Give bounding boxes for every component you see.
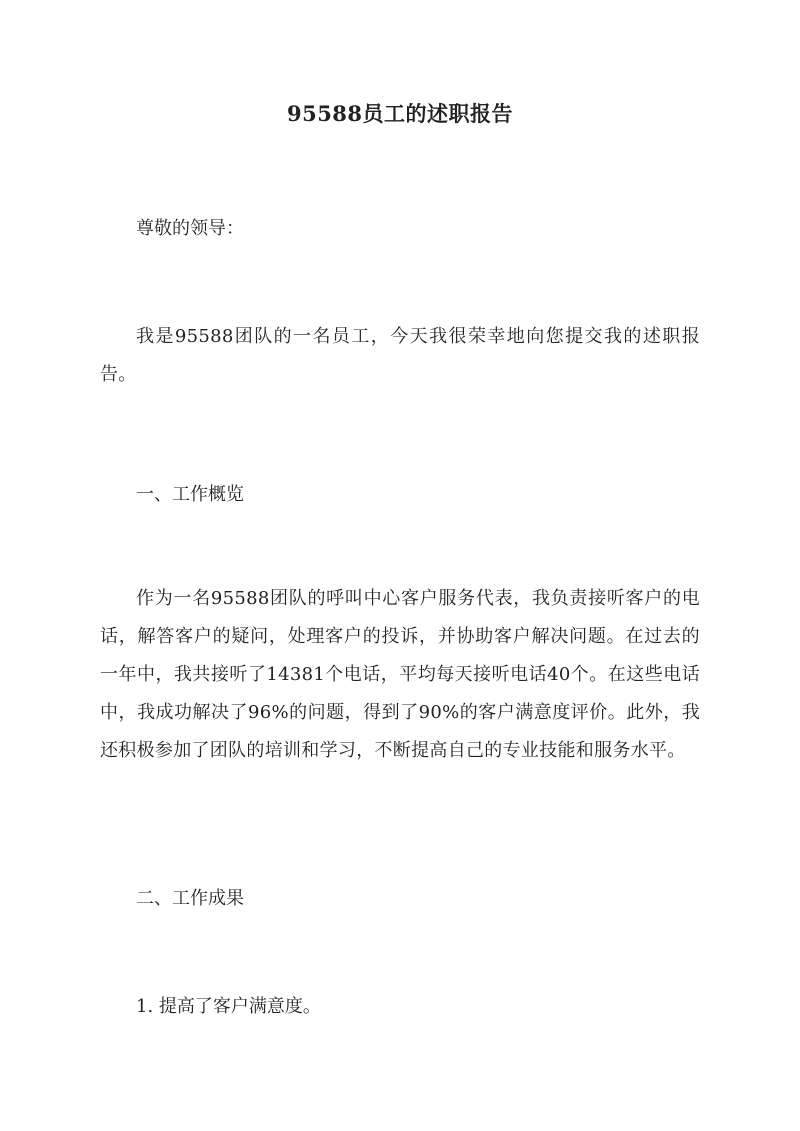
section-heading-achievements: 二、工作成果 — [136, 888, 244, 909]
achievement-item-1: 1. 提高了客户满意度。 — [136, 996, 321, 1017]
salutation: 尊敬的领导： — [136, 218, 244, 239]
overview-text: 作为一名95588团队的呼叫中心客户服务代表，我负责接听客户的电话，解答客户的疑问，处理客户的投诉，并协助客户解决问题。在过去的一年中，我共接听了14381个电话，平均每天接听电话40个。在这些电话中，我成功解决了96%的问题，得到了90%的客户满意度评价。此外，我还积极参加了团队的培训和学习，不断提高自己的专业技能和服务水平。 — [100, 588, 700, 761]
intro-text: 我是95588团队的一名员工，今天我很荣幸地向您提交我的述职报告。 — [100, 326, 700, 385]
section-heading-overview: 一、工作概览 — [136, 484, 244, 505]
document-title: 95588员工的述职报告 — [286, 101, 514, 126]
overview-paragraph — [100, 580, 700, 770]
intro-paragraph — [100, 318, 700, 394]
